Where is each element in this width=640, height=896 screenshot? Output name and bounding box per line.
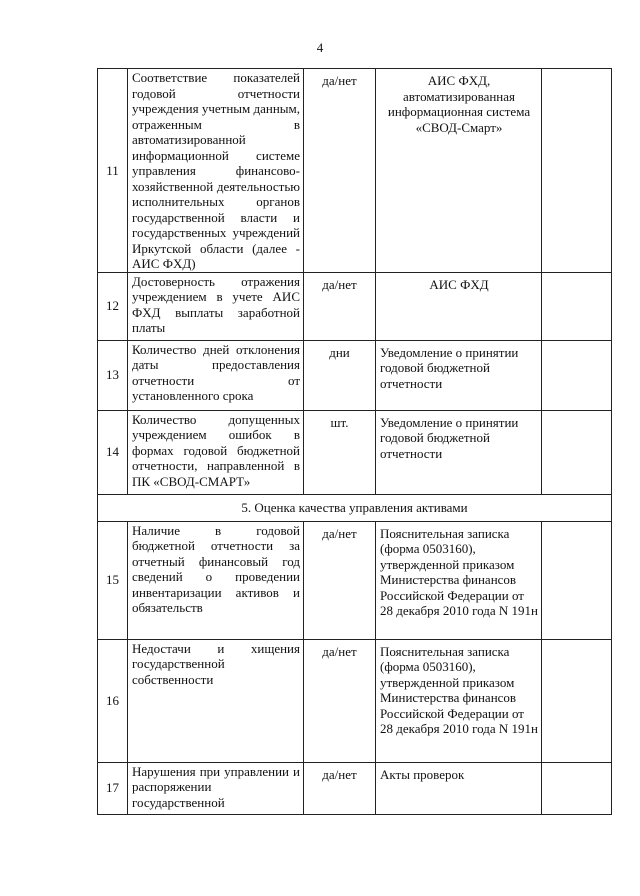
- source-cell: Уведомление о принятии годовой бюджетной отчетности: [376, 340, 542, 410]
- empty-cell: [542, 410, 612, 494]
- indicator-cell: Наличие в годовой бюджетной отчетности за отчетный финансовый год сведений о проведении инвентаризации активов и обязательств: [128, 521, 304, 639]
- row-number: 16: [98, 639, 128, 762]
- indicator-cell: Количество допущенных учреждением ошибок в формах годовой бюджетной отчетности, направленной в ПК «СВОД-СМАРТ»: [128, 410, 304, 494]
- unit-cell: да/нет: [304, 69, 376, 273]
- row-number: 12: [98, 272, 128, 340]
- table-row: [98, 762, 612, 814]
- indicator-cell: Достоверность отражения учреждением в учете АИС ФХД выплаты заработной платы: [128, 272, 304, 340]
- indicator-cell: Недостачи и хищения государственной собственности: [128, 639, 304, 762]
- table-row: [98, 639, 612, 762]
- empty-cell: [542, 639, 612, 762]
- unit-cell: дни: [304, 340, 376, 410]
- indicators-table: [97, 68, 612, 815]
- page-number: 4: [316, 40, 324, 55]
- table-row: [98, 272, 612, 340]
- table-row: [98, 521, 612, 639]
- section-header-row: [98, 494, 612, 521]
- table-row: [98, 340, 612, 410]
- source-cell: Уведомление о принятии годовой бюджетной отчетности: [376, 410, 542, 494]
- empty-cell: [542, 521, 612, 639]
- table-row: [98, 69, 612, 273]
- indicator-cell: Количество дней отклонения даты предоставления отчетности от установленного срока: [128, 340, 304, 410]
- unit-cell: да/нет: [304, 762, 376, 814]
- source-cell: Пояснительная записка (форма 0503160), утвержденной приказом Министерства финансов Российской Федерации от 28 декабря 2010 года N 191н: [376, 521, 542, 639]
- table-row: [98, 410, 612, 494]
- row-number: 13: [98, 340, 128, 410]
- source-cell: Пояснительная записка (форма 0503160), утвержденной приказом Министерства финансов Российской Федерации от 28 декабря 2010 года N 191н: [376, 639, 542, 762]
- row-number: 11: [98, 69, 128, 273]
- row-number: 15: [98, 521, 128, 639]
- empty-cell: [542, 340, 612, 410]
- unit-cell: шт.: [304, 410, 376, 494]
- empty-cell: [542, 69, 612, 273]
- source-cell: Акты проверок: [376, 762, 542, 814]
- row-number: 17: [98, 762, 128, 814]
- unit-cell: да/нет: [304, 521, 376, 639]
- indicator-cell: Соответствие показателей годовой отчетности учреждения учетным данным, отраженным в автоматизированной информационной системе управления финансово-хозяйственной деятельностью исполнительных органов государственной власти и государственных учреждений Иркутской области (далее - АИС ФХД): [128, 69, 304, 273]
- unit-cell: да/нет: [304, 639, 376, 762]
- row-number: 14: [98, 410, 128, 494]
- source-cell: АИС ФХД, автоматизированная информационная система «СВОД-Смарт»: [376, 69, 542, 273]
- unit-cell: да/нет: [304, 272, 376, 340]
- empty-cell: [542, 272, 612, 340]
- section-title: 5. Оценка качества управления активами: [98, 494, 612, 521]
- source-cell: АИС ФХД: [376, 272, 542, 340]
- indicator-cell: Нарушения при управлении и распоряжении государственной: [128, 762, 304, 814]
- empty-cell: [542, 762, 612, 814]
